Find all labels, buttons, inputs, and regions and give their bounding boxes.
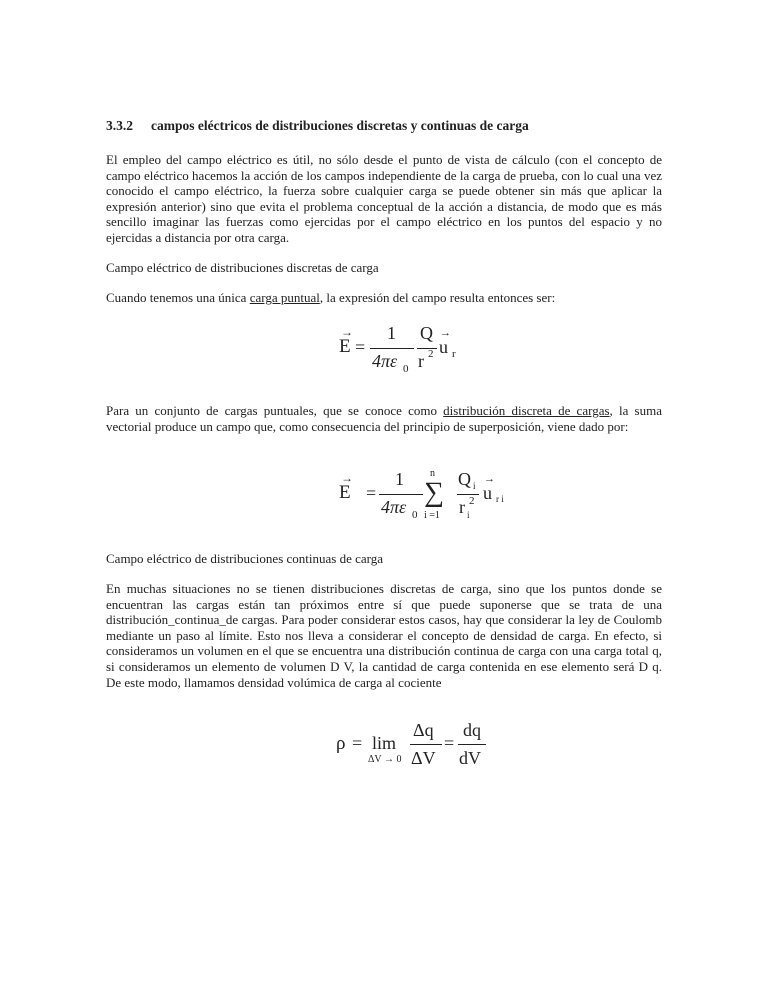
eq2-q-fraction-bar — [457, 494, 479, 495]
eq1-lhs: E — [339, 336, 351, 357]
eq2-q-numerator-sub: i — [473, 481, 476, 491]
eq2-q-denominator-sub: i — [467, 510, 470, 520]
subheading-discrete: Campo eléctrico de distribuciones discretas de carga — [106, 260, 379, 275]
eq2-sum-lower: i =1 — [424, 510, 440, 521]
point-charge-text-before: Cuando tenemos una única — [106, 290, 250, 305]
discrete-text-before: Para un conjunto de cargas puntuales, que se conoce como — [106, 403, 444, 418]
eq2-sum-upper: n — [430, 468, 435, 479]
subheading-continuous: Campo eléctrico de distribuciones continuas de carga — [106, 551, 383, 566]
section-heading — [106, 118, 529, 134]
eq1-fraction-bar — [370, 348, 414, 349]
point-charge-link[interactable]: carga puntual — [249, 290, 320, 305]
eq2-denominator-sub: 0 — [412, 509, 418, 521]
eq1-unit-sub: r — [452, 348, 456, 360]
equation-discrete-sum — [336, 466, 526, 528]
eq1-q-fraction-bar — [417, 348, 437, 349]
eq2-numerator: 1 — [395, 469, 404, 489]
eq1-q-denominator: r — [418, 351, 424, 371]
point-charge-sentence — [106, 290, 555, 306]
equation-point-charge — [336, 322, 476, 382]
eq1-denominator: 4πε — [372, 351, 398, 371]
eq1-unit-vector: u — [439, 337, 448, 357]
eq2-vector-arrow: → — [341, 471, 353, 485]
eq1-unit-arrow: → — [440, 327, 451, 339]
section-number: 3.3.2 — [106, 118, 133, 133]
eq2-sigma: ∑ — [424, 477, 444, 508]
eq2-equals: = — [366, 483, 377, 503]
eq1-denominator-sub: 0 — [403, 363, 409, 375]
discrete-paragraph — [106, 403, 662, 434]
eq1-numerator: 1 — [387, 323, 396, 343]
eq3-denominator: ΔV — [411, 748, 436, 768]
section-title: campos eléctricos de distribuciones discretas y continuas de carga — [151, 118, 529, 133]
eq2-fraction-bar — [379, 494, 423, 495]
intro-paragraph: El empleo del campo eléctrico es útil, no sólo desde el punto de vista de cálculo (con el concepto de campo eléctrico hacemos la acción de los campos independiente de la carga de prueba, con lo cual una vez conocido el campo eléctrico, la fuerza sobre cualquier carga se puede obtener sin más que aplicar la expresión anterior) sino que evita el problema conceptual de la acción a distancia, de modo que es más sencillo imaginar las fuerzas como ejercidas por el campo eléctrico en los puntos del espacio y no ejercidas a distancia por otra carga. — [106, 152, 662, 245]
eq3-lhs: ρ — [336, 733, 346, 754]
eq2-denominator: 4πε — [381, 497, 407, 517]
eq3-equals: = — [352, 733, 363, 753]
eq3-fraction-bar — [410, 744, 442, 745]
discrete-text-after: , la suma vectorial produce un campo que, como consecuencia del principio de superposición, viene dado por: — [106, 403, 662, 434]
eq1-vector-arrow: → — [341, 325, 353, 339]
eq3-numerator-2: dq — [463, 720, 481, 740]
eq3-denominator-2: dV — [459, 748, 481, 768]
eq2-unit-arrow: → — [484, 473, 495, 485]
eq1-equals: = — [355, 337, 366, 357]
eq1-q-denominator-sup: 2 — [428, 348, 434, 360]
eq1-q-numerator: Q — [420, 323, 433, 343]
discrete-distribution-link[interactable]: distribución discreta de cargas — [443, 403, 610, 418]
eq2-lhs: E — [339, 482, 351, 503]
eq3-equals-2: = — [444, 733, 455, 753]
equation-charge-density — [336, 718, 496, 773]
eq3-fraction-bar-2 — [458, 744, 486, 745]
eq2-q-numerator: Q — [458, 469, 471, 489]
eq3-numerator: Δq — [413, 720, 434, 740]
eq2-unit-vector: u — [483, 483, 492, 503]
eq2-unit-sub: r i — [496, 494, 504, 504]
eq2-q-denominator-sup: 2 — [469, 495, 475, 507]
eq3-lim: lim — [372, 733, 397, 753]
point-charge-text-after: , la expresión del campo resulta entonces ser: — [319, 290, 556, 305]
continuous-paragraph: En muchas situaciones no se tienen distribuciones discretas de carga, sino que los puntos donde se encuentran las cargas están tan próximos entre sí que puede suponerse que se trata de una distribución_continua_de cargas. Para poder considerar estos casos, hay que considerar la ley de Coulomb mediante un paso al límite. Esto nos lleva a considerar el concepto de densidad de carga. En efecto, si consideramos un volumen en el que se encuentra una distribución continua de carga con una carga total q, si consideramos un elemento de volumen D V, la cantidad de carga contenida en ese elemento será D q. De este modo, llamamos densidad volúmica de carga al cociente — [106, 581, 662, 690]
eq3-lim-subscript: ΔV → 0 — [368, 754, 402, 765]
eq2-q-denominator: r — [459, 497, 465, 517]
